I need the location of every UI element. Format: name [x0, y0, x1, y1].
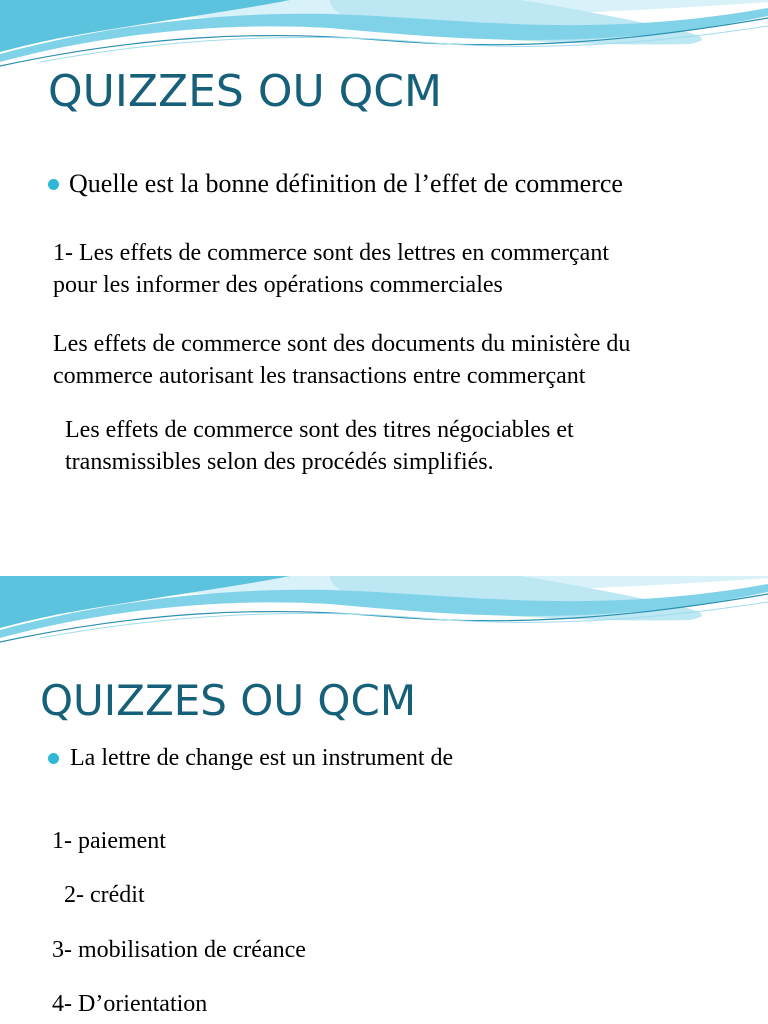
- answer-option-3: 3- mobilisation de créance: [52, 937, 306, 963]
- bullet-icon: [48, 753, 59, 764]
- answer-option-2: Les effets de commerce sont des documents du ministère du commerce autorisant les transactions entre commerçant: [53, 331, 631, 389]
- slide-title: QUIZZES OU QCM: [40, 676, 417, 725]
- question-row: [48, 742, 453, 774]
- wave-decoration: [0, 576, 768, 666]
- question-row: [48, 168, 623, 200]
- answer-option-1: 1- paiement: [52, 828, 166, 854]
- answer-option-2: 2- crédit: [64, 882, 145, 908]
- question-text: La lettre de change est un instrument de: [70, 744, 454, 771]
- question-text: Quelle est la bonne définition de l’effet de commerce: [69, 169, 623, 198]
- slide-2: [0, 576, 768, 1024]
- bullet-icon: [48, 179, 59, 190]
- answer-option-4: 4- D’orientation: [52, 991, 208, 1017]
- answer-option-1: 1- Les effets de commerce sont des lettres en commerçant pour les informer des opérations commerciales: [53, 240, 609, 298]
- answer-option-3: Les effets de commerce sont des titres négociables et transmissibles selon des procédés simplifiés.: [65, 417, 574, 475]
- slide-title: QUIZZES OU QCM: [48, 66, 442, 117]
